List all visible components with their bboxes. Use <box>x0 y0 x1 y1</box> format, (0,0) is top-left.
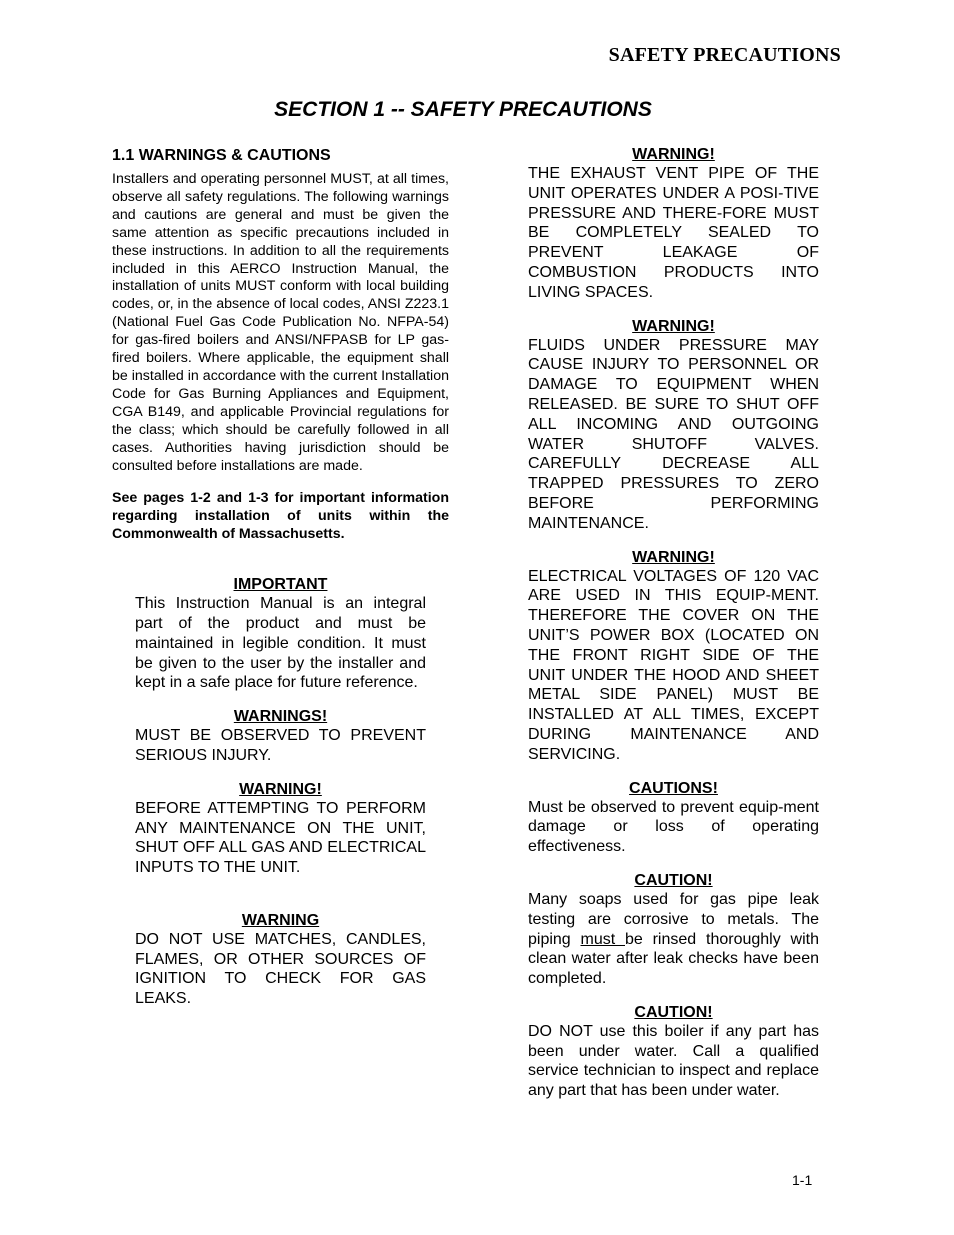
important-body: This Instruction Manual is an integral part of the product and must be maintained in legible condition. It must be given to the user by the installer and kept in a safe place for future reference. <box>135 595 426 692</box>
warnings-general-notice <box>135 707 426 766</box>
warning-matches-body: DO NOT USE MATCHES, CANDLES, FLAMES, OR OTHER SOURCES OF IGNITION TO CHECK FOR GAS LEAKS. <box>135 930 426 1008</box>
warning-electrical-heading: WARNING! <box>632 548 715 566</box>
left-notice-stack <box>135 544 426 1009</box>
warning-electrical-body: ELECTRICAL VOLTAGES OF 120 VAC ARE USED IN THIS EQUIP-MENT. THEREFORE THE COVER ON THE UNIT’S POWER BOX (LOCATED ON THE FRONT RIGHT SIDE OF THE UNIT UNDER THE HOOD AND SHEET METAL SIDE PANEL) MUST BE INSTALLED AT ALL TIMES, EXCEPT DURING MAINTENANCE AND SERVICING. <box>528 567 819 763</box>
caution-water-body: DO NOT use this boiler if any part has been under water. Call a qualified service technician to inspect and replace any part that has been under water. <box>528 1022 819 1100</box>
warnings-general-body: MUST BE OBSERVED TO PREVENT SERIOUS INJURY. <box>135 727 426 764</box>
caution-water-notice <box>528 1003 819 1101</box>
warning-matches-heading: WARNING <box>241 911 320 929</box>
warning-exhaust-heading: WARNING! <box>632 146 715 163</box>
warning-fluids-heading: WARNING! <box>632 317 715 335</box>
cautions-general-heading: CAUTIONS! <box>629 779 718 797</box>
caution-water-heading: CAUTION! <box>634 1003 713 1021</box>
warning-electrical-notice <box>528 548 819 765</box>
cautions-general-notice <box>528 779 819 857</box>
caution-soaps-body-start: Many soaps used for gas pipe leak testing are corrosive to metals. The piping <box>528 890 819 948</box>
warning-fluids-body: FLUIDS UNDER PRESSURE MAY CAUSE INJURY TO PERSONNEL OR DAMAGE TO EQUIPMENT WHEN RELEASED. BE SURE TO SHUT OFF ALL INCOMING AND OUTGOING WATER SHUTOFF VALVES. CAREFULLY DECREASE ALL TRAPPED PRESSURES TO ZERO BEFORE PERFORMING MAINTENANCE. <box>528 336 819 532</box>
section-title: SECTION 1 -- SAFETY PRECAUTIONS <box>274 98 652 121</box>
cautions-general-body: Must be observed to prevent equip-ment damage or loss of operating effectiveness. <box>528 798 819 856</box>
warning-exhaust-notice <box>528 145 819 303</box>
page-number: 1-1 <box>792 1172 813 1188</box>
warning-fluids-notice <box>528 317 819 534</box>
warning-maintenance-heading: WARNING! <box>239 780 322 798</box>
left-column <box>112 147 449 1009</box>
caution-soaps-body-end: be rinsed thoroughly with clean water after leak checks have been completed. <box>528 930 819 988</box>
warning-maintenance-body: BEFORE ATTEMPTING TO PERFORM ANY MAINTENANCE ON THE UNIT, SHUT OFF ALL GAS AND ELECTRICAL INPUTS TO THE UNIT. <box>135 799 426 877</box>
caution-soaps-notice <box>528 871 819 989</box>
subheading-warnings-cautions: 1.1 WARNINGS & CAUTIONS <box>112 147 331 164</box>
caution-soaps-body <box>528 890 819 989</box>
running-header: SAFETY PRECAUTIONS <box>608 44 841 66</box>
important-heading: IMPORTANT <box>233 576 328 594</box>
warning-maintenance-notice <box>135 780 426 878</box>
important-notice <box>135 575 426 693</box>
caution-soaps-emphasis: must <box>580 930 625 948</box>
warning-matches-notice <box>135 911 426 1009</box>
right-column <box>528 145 819 1101</box>
massachusetts-note: See pages 1-2 and 1-3 for important information regarding installation of units within the Commonwealth of Massachusetts. <box>112 490 449 543</box>
intro-paragraph: Installers and operating personnel MUST, at all times, observe all safety regulations. The following warnings and cautions are general and must be given the same attention as specific precautions included in these instructions. In addition to all the requirements included in this AERCO Instruction Manual, the installation of units MUST conform with local building codes, or, in the absence of local codes, ANSI Z223.1 (National Fuel Gas Code Publication No. NFPA-54) for gas-fired boilers and ANSI/NFPASB for LP gas-fired boilers. Where applicable, the equipment shall be installed in accordance with the current Installation Code for Gas Burning Appliances and Equipment, CGA B149, and applicable Provincial regulations for the class; which should be carefully followed in all cases. Authorities having jurisdiction should be consulted before installations are made. <box>112 171 449 474</box>
caution-soaps-heading: CAUTION! <box>634 871 713 889</box>
warnings-general-heading: WARNINGS! <box>233 708 328 726</box>
warning-exhaust-body: THE EXHAUST VENT PIPE OF THE UNIT OPERATES UNDER A POSI-TIVE PRESSURE AND THERE-FORE MUST BE COMPLETELY SEALED TO PREVENT LEAKAGE OF COMBUSTION PRODUCTS INTO LIVING SPACES. <box>528 165 819 301</box>
